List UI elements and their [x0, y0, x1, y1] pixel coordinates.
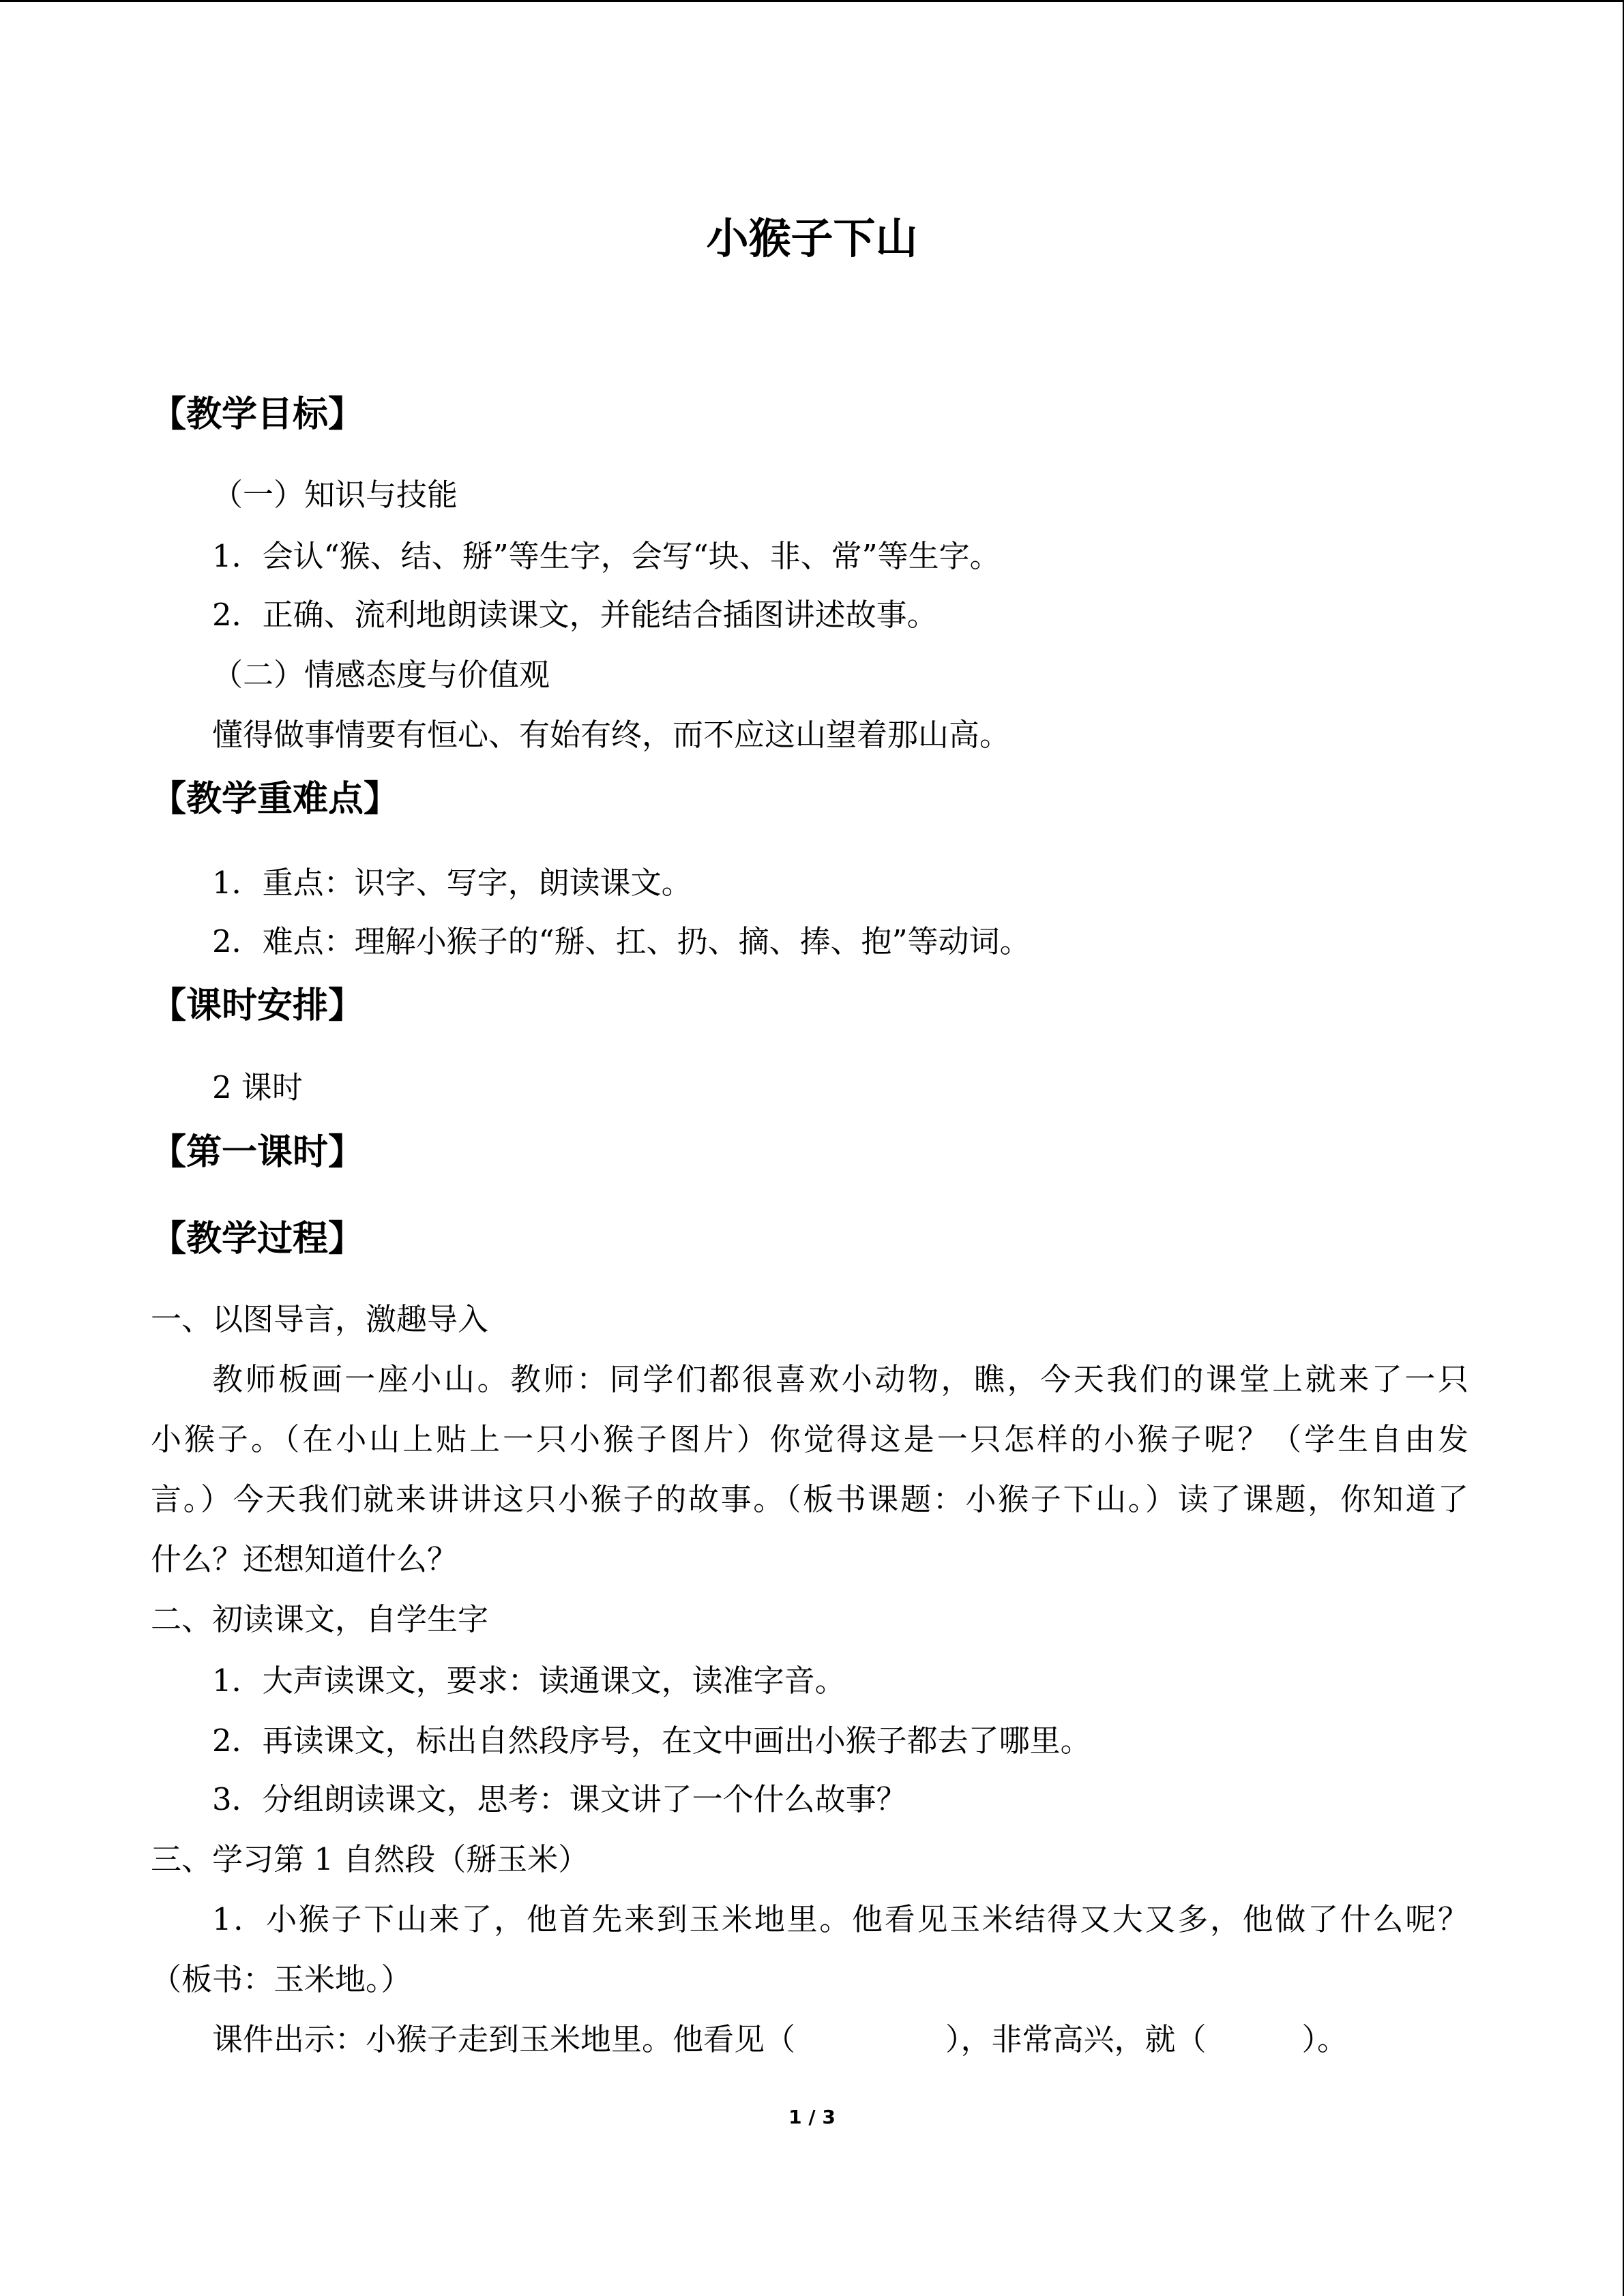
objectives-subheading-emotion: （二）情感态度与价值观 [212, 657, 550, 693]
paragraph-line: 小猴子。（在小山上贴上一只小猴子图片）你觉得这是一只怎样的小猴子呢？（学生自由发 [151, 1421, 1468, 1457]
process-step-title: 二、初读课文，自学生字 [151, 1601, 489, 1637]
objectives-subheading-knowledge: （一）知识与技能 [212, 477, 458, 513]
objectives-heading: 【教学目标】 [151, 394, 364, 435]
objectives-item: 1．会认“猴、结、掰”等生字，会写“块、非、常”等生字。 [212, 538, 1001, 574]
courseware-text-part: 课件出示：小猴子走到玉米地里。他看见（ [212, 2021, 796, 2057]
courseware-text-part: ），非常高兴，就（ [945, 2021, 1207, 2057]
objectives-emotion-text: 懂得做事情要有恒心、有始有终，而不应这山望着那山高。 [212, 717, 1011, 753]
process-step-title: 一、以图导言，激趣导入 [151, 1301, 489, 1337]
process-step-title: 三、学习第 1 自然段（掰玉米） [151, 1841, 589, 1877]
process-step-item: 3．分组朗读课文，思考：课文讲了一个什么故事？ [212, 1781, 907, 1817]
courseware-text-part: ）。 [1301, 2021, 1348, 2057]
key-point-item: 1．重点：识字、写字，朗读课文。 [212, 865, 692, 901]
process-step-item: 2．再读课文，标出自然段序号，在文中画出小猴子都去了哪里。 [212, 1723, 1091, 1759]
process-heading: 【教学过程】 [151, 1219, 364, 1259]
paragraph-line: 教师板画一座小山。教师：同学们都很喜欢小动物，瞧，今天我们的课堂上就来了一只 [212, 1361, 1468, 1397]
paragraph-line: 1．小猴子下山来了，他首先来到玉米地里。他看见玉米结得又大又多，他做了什么呢？ [212, 1901, 1468, 1937]
answer-blank [795, 2027, 945, 2057]
answer-blank [1207, 2027, 1302, 2057]
paragraph-line: 言。）今天我们就来讲讲这只小猴子的故事。（板书课题：小猴子下山。）读了课题，你知道了 [151, 1481, 1468, 1517]
paragraph-line: 什么？还想知道什么？ [151, 1541, 458, 1577]
key-points-heading: 【教学重难点】 [151, 779, 400, 820]
paragraph-line: （板书：玉米地。） [151, 1961, 412, 1997]
process-step-item: 1．大声读课文，要求：读通课文，读准字音。 [212, 1663, 846, 1699]
courseware-prompt [212, 2019, 1348, 2060]
schedule-text: 2 课时 [212, 1069, 303, 1105]
page-border-top [0, 0, 1624, 2]
document-title: 小猴子下山 [706, 213, 918, 263]
lesson-one-heading: 【第一课时】 [151, 1132, 364, 1173]
page-number: 1 / 3 [788, 2106, 836, 2128]
difficult-point-item: 2．难点：理解小猴子的“掰、扛、扔、摘、捧、抱”等动词。 [212, 923, 1031, 959]
schedule-heading: 【课时安排】 [151, 985, 364, 1026]
objectives-item: 2．正确、流利地朗读课文，并能结合插图讲述故事。 [212, 597, 938, 633]
